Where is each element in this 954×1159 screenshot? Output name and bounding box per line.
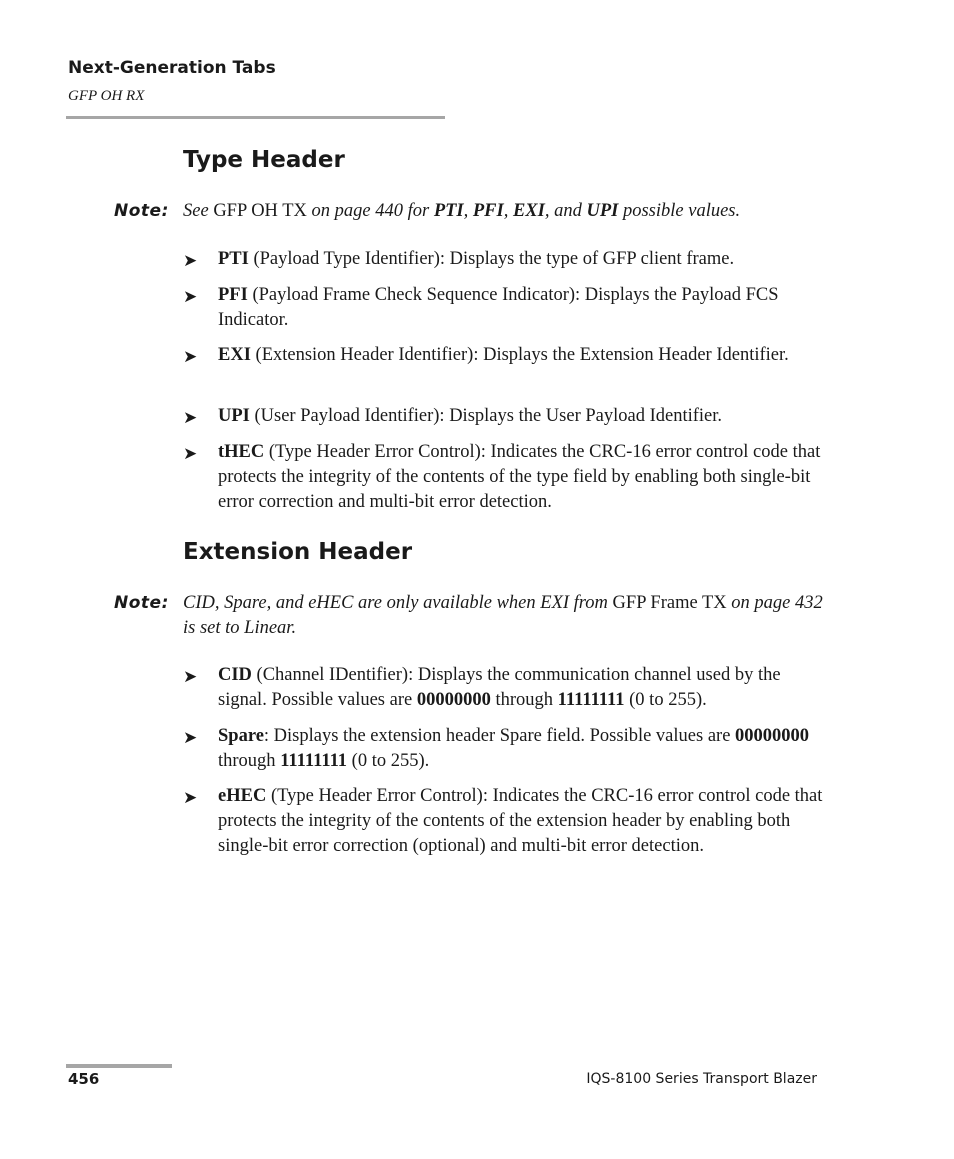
type-header-note: See GFP OH TX on page 440 for PTI, PFI, EXI, and UPI possible values. xyxy=(183,201,741,221)
extension-header-note: CID, Spare, and eHEC are only available when EXI from GFP Frame TX on page 432 is set to Linear. xyxy=(183,593,823,638)
bullet-ehec: ➤ eHEC (Type Header Error Control): Indicates the CRC-16 error control code that protects the integrity of the contents of the extension header by enabling both single-bit error correction (optional) and multi-bit error detection. xyxy=(183,786,823,856)
bullet-exi: ➤ EXI (Extension Header Identifier): Displays the Extension Header Identifier. xyxy=(183,343,823,368)
bullet-pti: ➤ PTI (Payload Type Identifier): Displays the type of GFP client frame. xyxy=(183,247,823,272)
gfp-frame-tx-link[interactable]: GFP Frame TX xyxy=(612,593,727,613)
arrow-bullet-icon: ➤ xyxy=(183,408,198,427)
footer-rule xyxy=(66,1064,172,1068)
arrow-bullet-icon: ➤ xyxy=(183,444,198,463)
arrow-bullet-icon: ➤ xyxy=(183,347,198,366)
bullet-spare: ➤ Spare: Displays the extension header Spare field. Possible values are 00000000 through 11111111 (0 to 255). xyxy=(183,726,810,771)
type-header-heading: Type Header xyxy=(183,147,345,173)
page-number: 456 xyxy=(68,1070,100,1088)
arrow-bullet-icon: ➤ xyxy=(183,287,198,306)
product-name: IQS-8100 Series Transport Blazer xyxy=(586,1071,817,1087)
arrow-bullet-icon: ➤ xyxy=(183,251,198,270)
arrow-bullet-icon: ➤ xyxy=(183,728,198,747)
arrow-bullet-icon: ➤ xyxy=(183,788,198,807)
section-title: GFP OH RX xyxy=(68,88,145,104)
chapter-title: Next-Generation Tabs xyxy=(68,58,276,78)
extension-header-note-label: Note: xyxy=(114,593,169,613)
bullet-upi: ➤ UPI (User Payload Identifier): Displays the User Payload Identifier. xyxy=(183,404,823,429)
arrow-bullet-icon: ➤ xyxy=(183,667,198,686)
header-rule xyxy=(66,116,445,119)
bullet-thec: ➤ tHEC (Type Header Error Control): Indicates the CRC-16 error control code that protects the integrity of the contents of the type field by enabling both single-bit error correction and multi-bit error detection. xyxy=(183,442,821,512)
bullet-cid: ➤ CID (Channel IDentifier): Displays the communication channel used by the signal. Possible values are 00000000 through 11111111 (0 to 255). xyxy=(183,665,781,710)
type-header-note-label: Note: xyxy=(114,201,169,221)
gfp-oh-tx-link[interactable]: GFP OH TX xyxy=(213,201,307,221)
extension-header-heading: Extension Header xyxy=(183,539,413,565)
bullet-pfi: ➤ PFI (Payload Frame Check Sequence Indicator): Displays the Payload FCS Indicator. xyxy=(183,285,779,330)
